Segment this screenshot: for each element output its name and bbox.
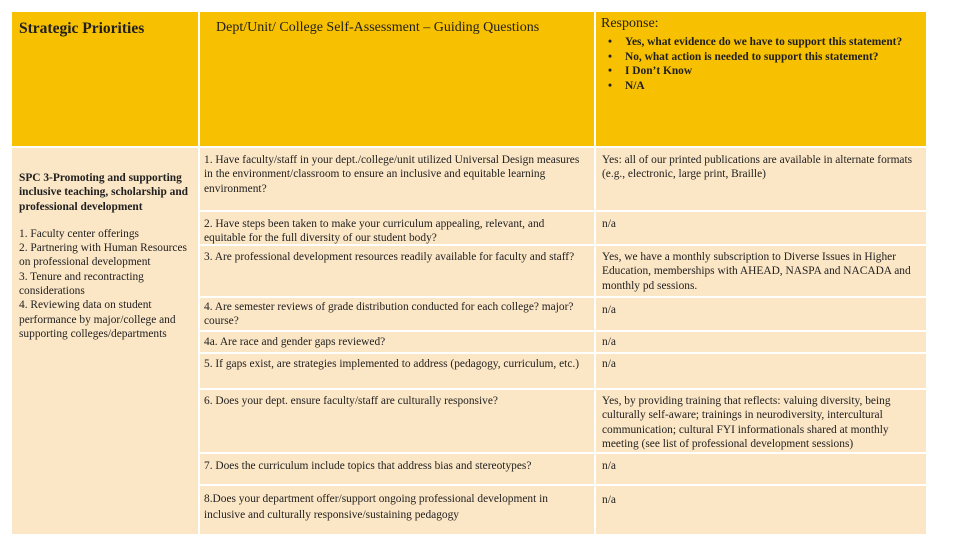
priority-title: SPC 3-Promoting and supporting inclusive teaching, scholarship and professional development <box>19 172 188 213</box>
question-cell: 4. Are semester reviews of grade distribution conducted for each college? major? course? <box>200 298 594 330</box>
response-cell: n/a <box>596 332 926 352</box>
priority-item: 4. Reviewing data on student performance by major/college and supporting colleges/departments <box>19 299 176 340</box>
response-cell: n/a <box>596 454 926 484</box>
bullet-icon: • <box>608 65 612 77</box>
response-cell: Yes: all of our printed publications are available in alternate formats (e.g., electronic, large print, Braille) <box>596 148 926 210</box>
header-guiding-questions <box>200 12 594 146</box>
strategic-priority-cell <box>12 148 198 534</box>
question-cell: 4a. Are race and gender gaps reviewed? <box>200 332 594 352</box>
question-cell: 5. If gaps exist, are strategies implemented to address (pedagogy, curriculum, etc.) <box>200 354 594 388</box>
response-option: • N/A <box>601 79 922 94</box>
bullet-icon: • <box>608 36 612 48</box>
response-cell: Yes, by providing training that reflects: valuing diversity, being culturally self-aware; trainings in neurodiversity, intercultural communication; cultural FYI informationals shared at monthly meeting (see list of professional development sessions) <box>596 390 926 452</box>
question-cell: 8.Does your department offer/support ongoing professional development in inclusive and culturally responsive/sustaining pedagogy <box>200 486 594 534</box>
assessment-table <box>12 12 926 534</box>
question-cell: 1. Have faculty/staff in your dept./college/unit utilized Universal Design measures in the environment/classroom to ensure an inclusive and equitable learning environment? <box>200 148 594 210</box>
bullet-icon: • <box>608 50 612 63</box>
question-cell: 2. Have steps been taken to make your curriculum appealing, relevant, and equitable for the full diversity of our student body? <box>200 212 594 244</box>
priority-item: 1. Faculty center offerings <box>19 227 139 240</box>
priority-item: 2. Partnering with Human Resources on professional development <box>19 242 187 269</box>
response-cell: Yes, we have a monthly subscription to Diverse Issues in Higher Education, memberships with AHEAD, NASPA and NACADA and monthly pd sessions. <box>596 246 926 296</box>
response-option: • I Don’t Know <box>601 64 922 79</box>
response-option: • No, what action is needed to support this statement? <box>601 50 922 65</box>
header-col1-label: Strategic Priorities <box>19 20 145 37</box>
response-cell: n/a <box>596 212 926 244</box>
response-cell: n/a <box>596 298 926 330</box>
question-cell: 3. Are professional development resources readily available for faculty and staff? <box>200 246 594 296</box>
header-strategic-priorities <box>12 12 198 146</box>
response-cell: n/a <box>596 354 926 388</box>
header-col2-label: Dept/Unit/ College Self-Assessment – Guiding Questions <box>216 20 540 35</box>
header-col3-title: Response: <box>601 16 659 31</box>
response-cell: n/a <box>596 486 926 534</box>
response-option: • Yes, what evidence do we have to support this statement? <box>601 35 922 50</box>
question-cell: 7. Does the curriculum include topics that address bias and stereotypes? <box>200 454 594 484</box>
response-options-list <box>601 35 922 93</box>
header-response <box>596 12 926 146</box>
priority-item: 3. Tenure and recontracting considerations <box>19 270 144 298</box>
bullet-icon: • <box>608 79 612 92</box>
question-cell: 6. Does your dept. ensure faculty/staff are culturally responsive? <box>200 390 594 452</box>
